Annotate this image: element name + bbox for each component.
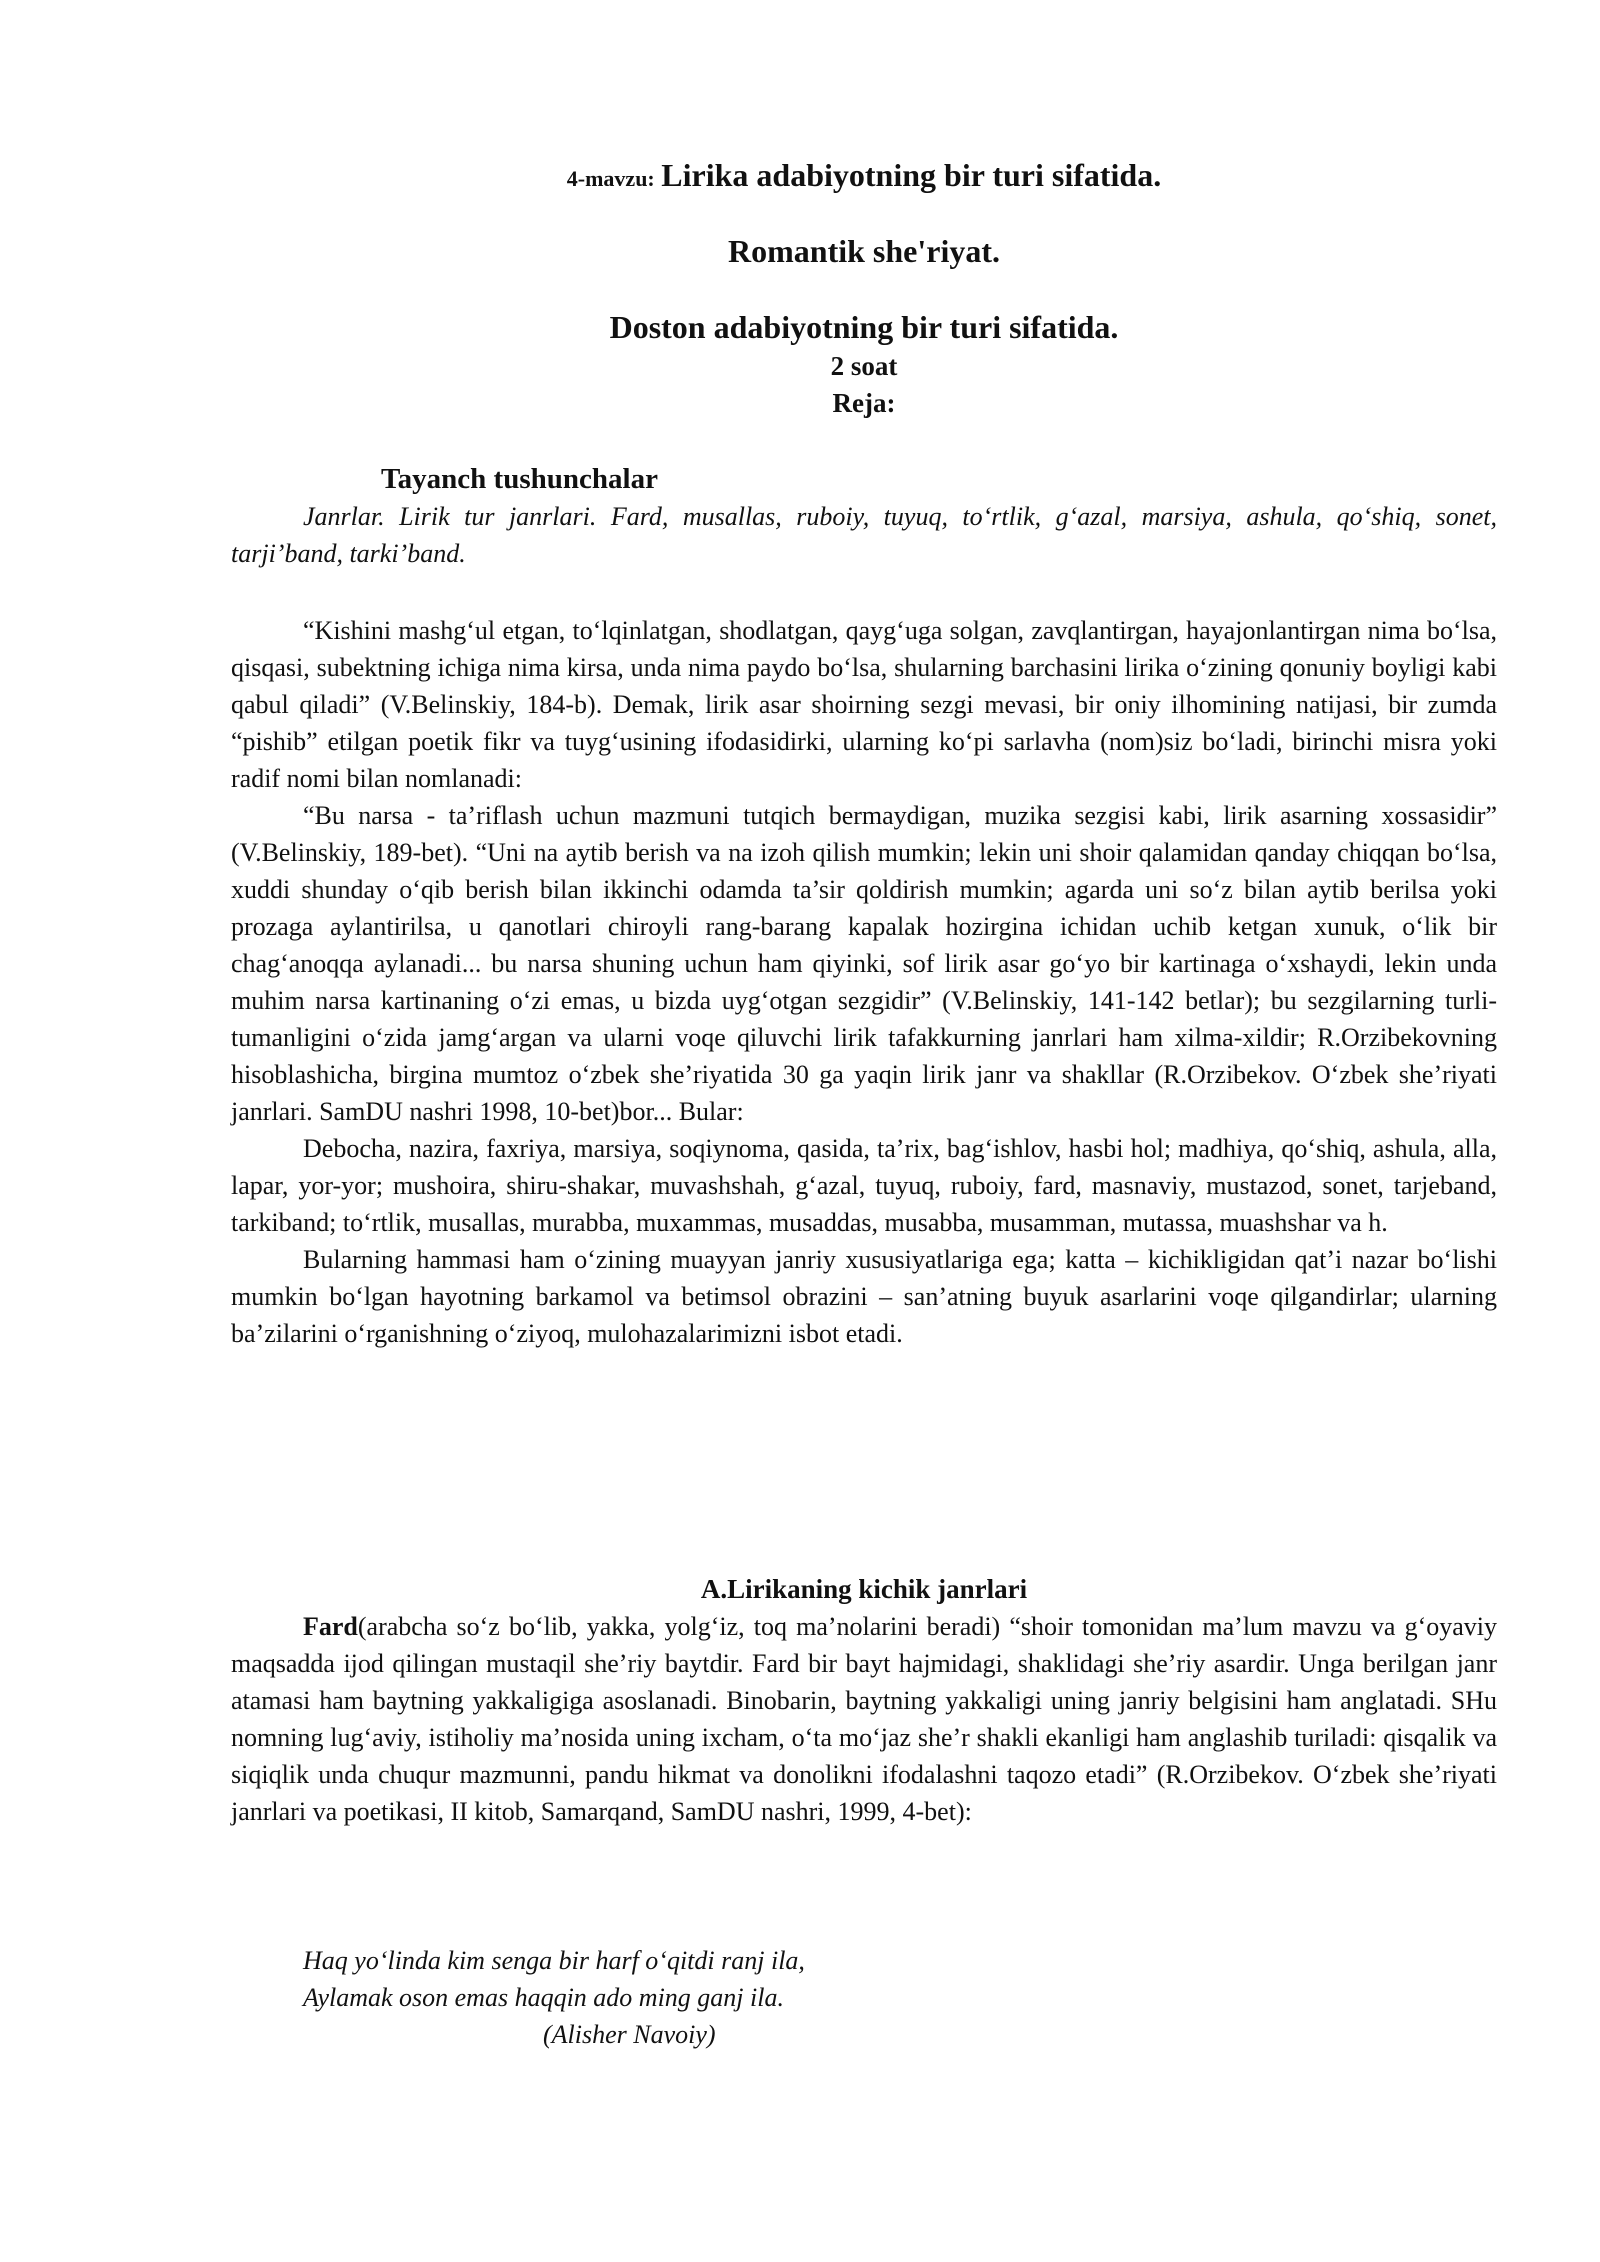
- poem-line-2: Aylamak oson emas haqqin ado ming ganj ila.: [303, 1983, 784, 2012]
- poem-block: [303, 1942, 805, 2053]
- title-line-3: Doston adabiyotning bir turi sifatida.: [609, 309, 1119, 345]
- key-concepts-heading: Tayanch tushunchalar: [381, 463, 658, 495]
- body-text: [231, 612, 1497, 1352]
- paragraph-3: Debocha, nazira, faxriya, marsiya, soqiynoma, qasida, ta’rix, bag‘ishlov, hasbi hol; madhiya, qo‘shiq, ashula, alla, lapar, yor-yor; mushoira, shiru-shakar, muvashshah, g‘azal, tuyuq, ruboiy, fard, masnaviy, mustazod, sonet, tarjeband, tarkiband; to‘rtlik, musallas, murabba, muxammas, musaddas, musabba, musamman, mutassa, muashshar va h.: [231, 1134, 1497, 1237]
- topic-title: [231, 152, 1497, 202]
- paragraph-4: Bularning hammasi ham o‘zining muayyan janriy xususiyatlariga ega; katta – kichikligidan qat’i nazar bo‘lishi mumkin bo‘lgan hayotning barkamol va betimsol obrazini – san’atning buyuk asarlarini voqe qilgandirlar; ularning ba’zilarini o‘rganishning o‘ziyoq, mulohazalarimizni isbot etadi.: [231, 1245, 1497, 1348]
- poem-line-1: Haq yo‘linda kim senga bir harf o‘qitdi ranj ila,: [303, 1946, 805, 1975]
- section-a-term: Fard: [303, 1612, 358, 1641]
- plan-label: Reja:: [832, 388, 896, 418]
- key-concepts-text: Janrlar. Lirik tur janrlari. Fard, musallas, ruboiy, tuyuq, to‘rtlik, g‘azal, marsiya, ashula, qo‘shiq, sonet, tarji’band, tarki’band.: [231, 502, 1497, 568]
- paragraph-1: “Kishini mashg‘ul etgan, to‘lqinlatgan, shodlatgan, qayg‘uga solgan, zavqlantirgan, hayajonlantirgan nima bo‘lsa, qisqasi, subektning ichiga nima kirsa, unda nima paydo bo‘lsa, shularning barchasini lirika o‘zining qonuniy boyligi kabi qabul qiladi” (V.Belinskiy, 184-b). Demak, lirik asar shoirning sezgi mevasi, bir oniy ilhomining natijasi, bir zumda “pishib” etilgan poetik fikr va tuyg‘usining ifodasidirki, ularning ko‘pi sarlavha (nom)siz bo‘ladi, birinchi misra yoki radif nomi bilan nomlanadi:: [231, 616, 1497, 793]
- section-a-paragraph: [231, 1608, 1497, 1830]
- section-a-text: (arabcha so‘z bo‘lib, yakka, yolg‘iz, toq ma’nolarini beradi) “shoir tomonidan ma’lum mavzu va g‘oyaviy maqsadda ijod qilingan mustaqil she’riy baytdir. Fard bir bayt hajmidagi, shaklidagi she’riy asardir. Unga berilgan janr atamasi ham baytning yakkaligiga asoslanadi. Binobarin, baytning yakkaligi uning janriy belgisini ham anglatadi. SHu nomning lug‘aviy, istiholiy ma’nosida uning ixcham, o‘ta mo‘jaz she’r shakli ekanligi ham anglashib turiladi: qisqalik va siqiqlik unda chuqur mazmunni, pandu hikmat va donolikni ifodalashni taqozo etadi” (R.Orzibekov. O‘zbek she’riyati janrlari va poetikasi, II kitob, Samarqand, SamDU nashri, 1999, 4-bet):: [231, 1612, 1497, 1826]
- title-line-1: Lirika adabiyotning bir turi sifatida.: [661, 157, 1162, 193]
- title-line-2: Romantik she'riyat.: [728, 233, 1000, 269]
- paragraph-2: “Bu narsa - ta’riflash uchun mazmuni tutqich bermaydigan, muzika sezgisi kabi, lirik asarning xossasidir” (V.Belinskiy, 189-bet). “Uni na aytib berish va na izoh qilish mumkin; lekin uni shoir qalamidan qanday chiqqan bo‘lsa, xuddi shunday o‘qib berish bilan ikkinchi odamda ta’sir qoldirish mumkin; agarda uni so‘z bilan aytib berilsa yoki prozaga aylantirilsa, u qanotlari chiroyli rang-barang kapalak hozirgina ichidan uchib ketgan xunuk, o‘lik bir chag‘anoqqa aylanadi... bu narsa shuning uchun ham qiyinki, sof lirik asar go‘yo bir kartinaga o‘xshaydi, lekin unda muhim narsa kartinaning o‘zi emas, u bizda uyg‘otgan sezgidir” (V.Belinskiy, 141-142 betlar); bu sezgilarning turli-tumanligini o‘zida jamg‘argan va ularni voqe qiluvchi lirik tafakkurning janrlari ham xilma-xildir; R.Orzibekovning hisoblashicha, birgina mumtoz o‘zbek she’riyatida 30 ga yaqin lirik janr va shakllar (R.Orzibekov. O‘zbek she’riyati janrlari. SamDU nashri 1998, 10-bet)bor... Bular:: [231, 801, 1497, 1126]
- poem-author: (Alisher Navoiy): [543, 2020, 716, 2049]
- topic-prefix: 4-mavzu:: [566, 166, 655, 191]
- hours-label: 2 soat: [830, 351, 898, 381]
- section-a-heading: A.Lirikaning kichik janrlari: [700, 1574, 1028, 1604]
